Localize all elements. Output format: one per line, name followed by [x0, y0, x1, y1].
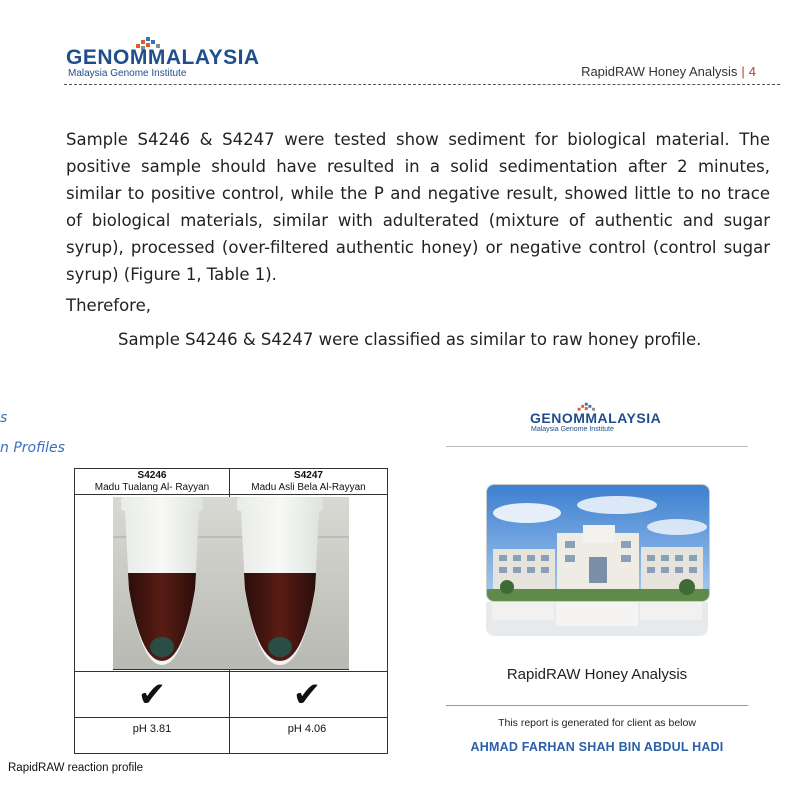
sample-code-2: S4247	[294, 470, 323, 481]
sample-code-1: S4246	[137, 470, 167, 481]
table-row-divider-1	[75, 671, 387, 672]
institute-building-photo	[486, 484, 710, 602]
result-paragraph: Sample S4246 & S4247 were tested show sediment for biological material. The positive sample should have resulted in a solid sedimentation after 2 minutes, similar to positive control, while the P and negative result, showed little to no trace of biological materials, similar with adulterated (mixture of authentic and sugar syrup), processed (over-filtered authentic honey) or negative control (control sugar syrup) (Figure 1, Table 1).	[66, 130, 770, 284]
cropped-heading-fragment: s	[0, 410, 8, 426]
running-header-separator: |	[741, 64, 745, 79]
tubes-illustration	[113, 497, 349, 669]
sample-header-1	[75, 469, 229, 495]
cover-logo-malaysia: MALAYSIA	[585, 410, 662, 426]
logo-subtitle: Malaysia Genome Institute	[68, 68, 187, 79]
ph-value-1: pH 3.81	[132, 723, 172, 735]
cover-logo	[530, 406, 680, 438]
logo-malaysia: MALAYSIA	[147, 46, 260, 69]
sample-name-2: Madu Asli Bela Al-Rayyan	[251, 482, 366, 493]
sample-tubes-photo	[113, 497, 349, 670]
header-logo	[66, 40, 266, 80]
building-photo-reflection	[486, 602, 708, 636]
table-row-divider-2	[75, 717, 387, 718]
logo-wordmark	[66, 46, 260, 70]
cover-divider-top	[446, 446, 748, 447]
cropped-section-heading: n Profiles	[0, 440, 65, 456]
running-header-title: RapidRAW Honey Analysis	[581, 64, 738, 79]
figure-caption: RapidRAW reaction profile	[8, 762, 144, 774]
sample-name-1: Madu Tualang Al- Rayyan	[94, 482, 210, 493]
conclusion-text: Sample S4246 & S4247 were classified as similar to raw honey profile.	[118, 330, 702, 349]
cover-logo-genom: GENOM	[530, 410, 586, 426]
generated-for-text: This report is generated for client as below	[498, 717, 696, 729]
cover-title: RapidRAW Honey Analysis	[506, 666, 688, 683]
header-divider	[64, 84, 780, 85]
sample-header-2	[230, 469, 387, 495]
therefore-text: Therefore,	[66, 296, 151, 315]
building-illustration	[487, 485, 709, 601]
client-name: AHMAD FARHAN SHAH BIN ABDUL HADI	[470, 740, 724, 754]
cover-logo-wordmark	[530, 410, 661, 426]
result-check-icon-2: ✔	[292, 675, 322, 715]
cover-divider-bottom	[446, 705, 748, 706]
running-header	[581, 64, 756, 79]
cover-logo-subtitle: Malaysia Genome Institute	[531, 426, 614, 433]
result-check-icon-1: ✔	[137, 675, 167, 715]
reaction-profile-table	[74, 468, 388, 754]
page-number: 4	[748, 64, 756, 79]
ph-value-2: pH 4.06	[287, 723, 327, 735]
logo-genom: GENOM	[66, 46, 148, 69]
